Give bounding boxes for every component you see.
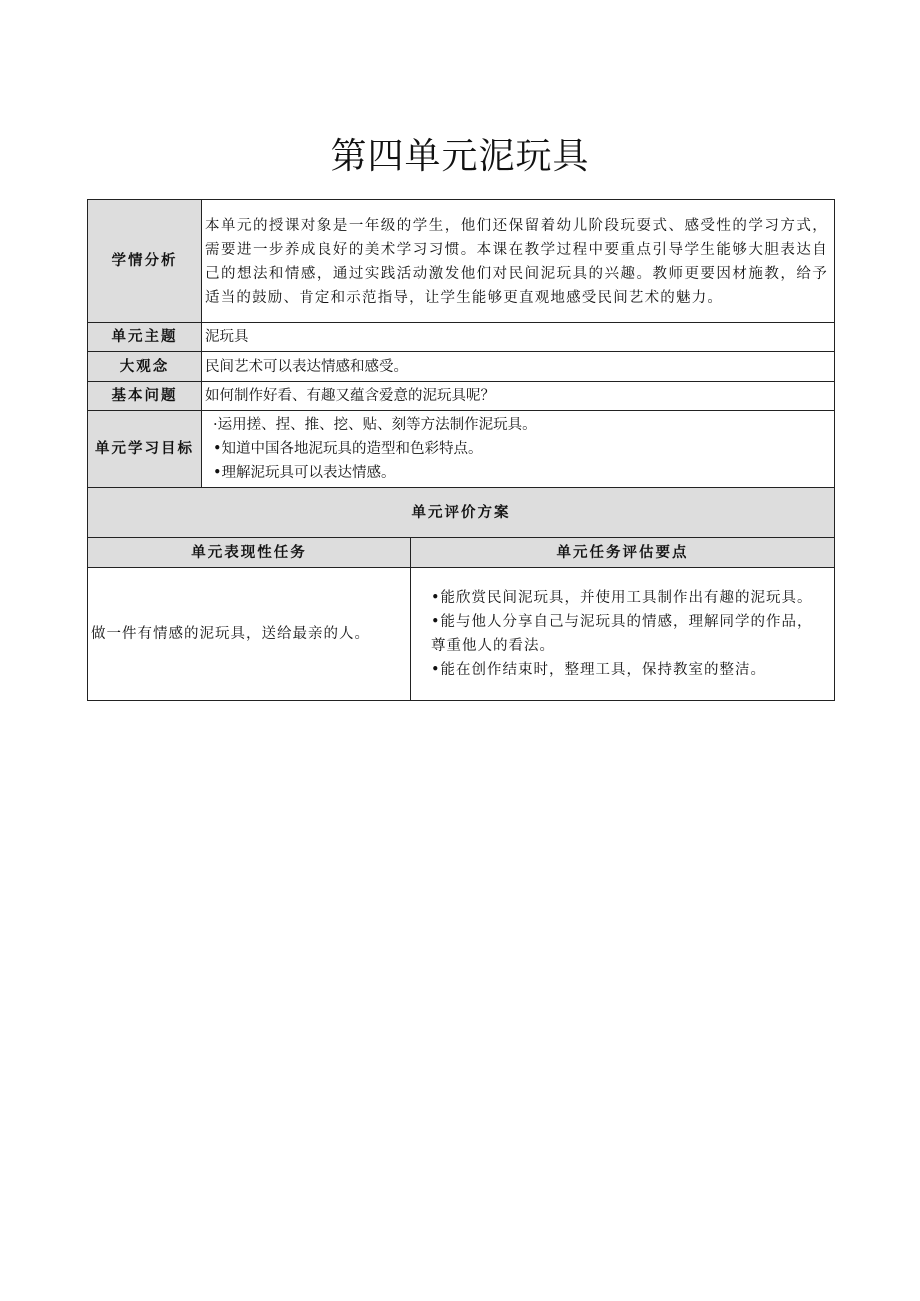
theme-text: 泥玩具 xyxy=(202,323,835,352)
goals-row xyxy=(88,411,835,488)
criteria-column-header: 单元任务评估要点 xyxy=(411,538,835,568)
criteria-item: •能在创作结束时，整理工具，保持教室的整洁。 xyxy=(431,662,767,678)
analysis-label: 学情分析 xyxy=(88,200,202,323)
theme-label: 单元主题 xyxy=(88,323,202,352)
theme-row xyxy=(88,323,835,352)
question-row xyxy=(88,382,835,411)
big-idea-text: 民间艺术可以表达情感和感受。 xyxy=(202,352,835,382)
analysis-text: 本单元的授课对象是一年级的学生，他们还保留着幼儿阶段玩耍式、感受性的学习方式，需要进一步养成良好的美术学习习惯。本课在教学过程中要重点引导学生能够大胆表达自己的想法和情感，通过实践活动激发他们对民间泥玩具的兴趣。教师更要因材施教，给予适当的鼓励、肯定和示范指导，让学生能够更直观地感受民间艺术的魅力。 xyxy=(202,200,835,323)
criteria-list xyxy=(411,568,835,701)
performance-task: 做一件有情感的泥玩具，送给最亲的人。 xyxy=(88,568,411,701)
page-title: 第四单元泥玩具 xyxy=(330,136,590,177)
question-text: 如何制作好看、有趣又蕴含爱意的泥玩具呢？ xyxy=(202,382,835,411)
unit-plan-table xyxy=(87,199,835,701)
evaluation-title-row xyxy=(88,488,835,538)
big-idea-row xyxy=(88,352,835,382)
big-idea-label: 大观念 xyxy=(88,352,202,382)
goal-item: ·运用搓、捏、推、挖、贴、刻等方法制作泥玩具。 xyxy=(213,417,537,433)
analysis-row xyxy=(88,200,835,323)
evaluation-body-row xyxy=(88,568,835,701)
evaluation-header-row xyxy=(88,538,835,568)
goals-list xyxy=(202,411,835,488)
criteria-item: •能欣赏民间泥玩具，并使用工具制作出有趣的泥玩具。 xyxy=(431,590,813,606)
goals-label: 单元学习目标 xyxy=(88,411,202,488)
goal-item: •理解泥玩具可以表达情感。 xyxy=(213,465,396,481)
goal-item: •知道中国各地泥玩具的造型和色彩特点。 xyxy=(213,441,483,457)
task-column-header: 单元表现性任务 xyxy=(88,538,411,568)
criteria-item: •能与他人分享自己与泥玩具的情感，理解同学的作品，尊重他人的看法。 xyxy=(431,614,813,654)
question-label: 基本问题 xyxy=(88,382,202,411)
evaluation-title: 单元评价方案 xyxy=(88,488,835,538)
